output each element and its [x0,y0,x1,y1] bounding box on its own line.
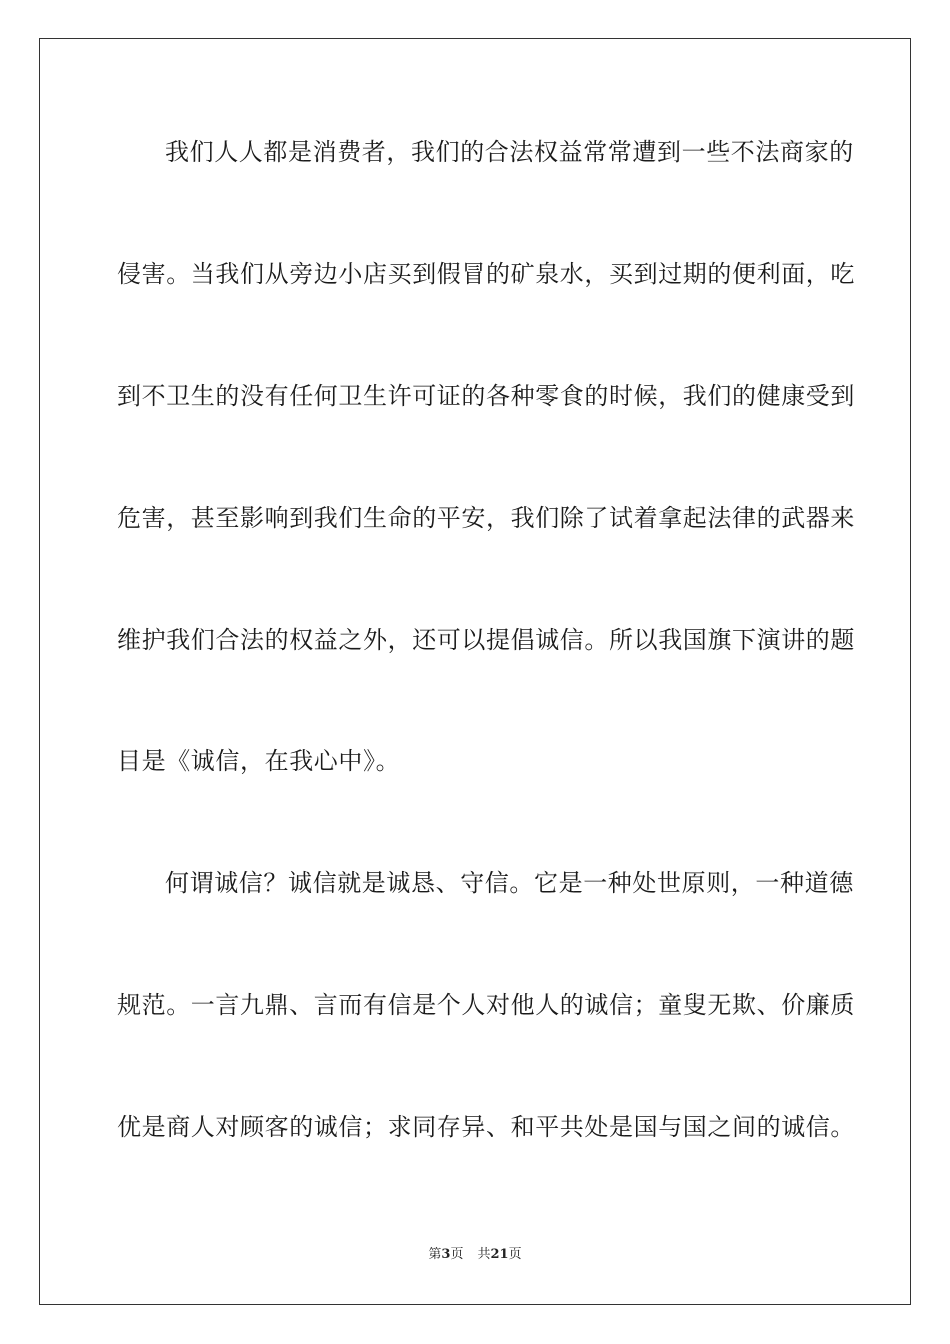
total-label-suffix: 页 [508,1247,522,1262]
paragraph-line: 侵害。当我们从旁边小店买到假冒的矿泉水，买到过期的便利面，吃 [117,260,855,288]
paragraph-line: 维护我们合法的权益之外，还可以提倡诚信。所以我国旗下演讲的题 [117,626,855,654]
page-number: 3 [441,1247,451,1262]
page-label-prefix: 第 [428,1247,442,1262]
paragraph-line: 我们人人都是消费者，我们的合法权益常常遭到一些不法商家的 [165,138,854,166]
paragraph-line: 危害，甚至影响到我们生命的平安，我们除了试着拿起法律的武器来 [117,504,855,532]
paragraph-line: 规范。一言九鼎、言而有信是个人对他人的诚信；童叟无欺、价廉质 [117,991,855,1019]
paragraph-line: 目是《诚信，在我心中》。 [117,747,401,775]
paragraph-line: 到不卫生的没有任何卫生许可证的各种零食的时候，我们的健康受到 [117,382,855,410]
page-footer [0,1246,950,1264]
paragraph-line: 优是商人对顾客的诚信；求同存异、和平共处是国与国之间的诚信。 [117,1113,855,1141]
paragraph-line: 何谓诚信？诚信就是诚恳、守信。它是一种处世原则，一种道德 [165,869,854,897]
total-label-prefix: 共 [477,1247,491,1262]
total-pages: 21 [490,1247,509,1262]
page-label-suffix: 页 [450,1247,464,1262]
